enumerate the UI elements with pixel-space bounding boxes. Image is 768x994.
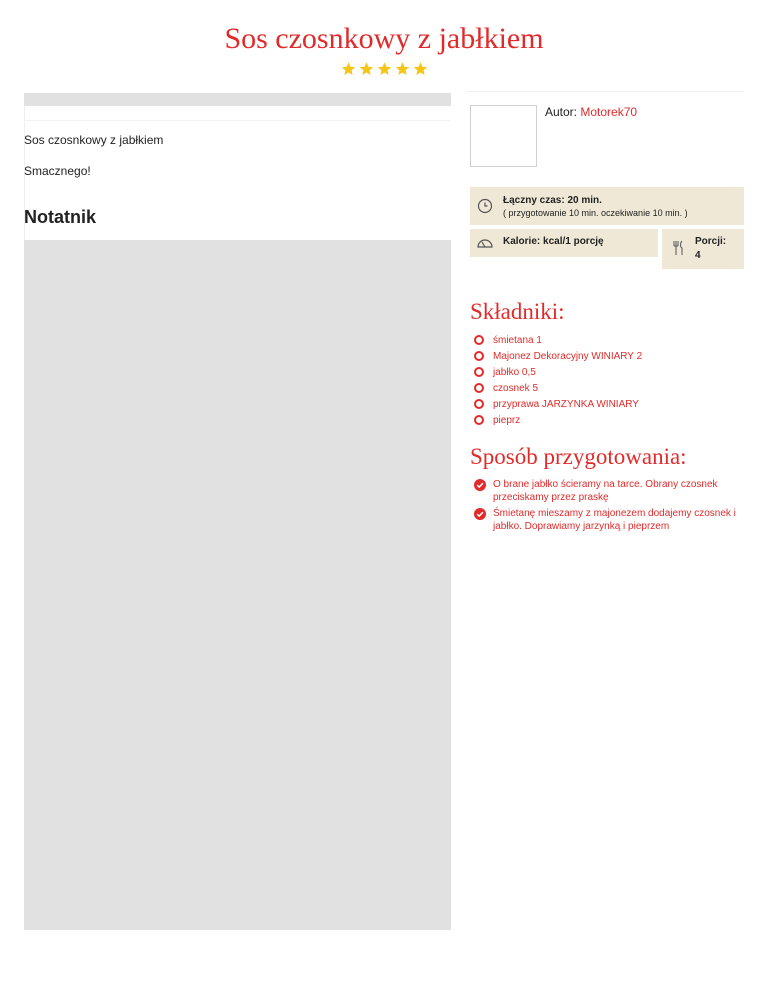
calories: Kalorie: kcal/1 porcję <box>503 236 604 247</box>
ingredient-text: jabłko 0,5 <box>493 366 536 378</box>
preparation-heading: Sposób przygotowania: <box>470 444 687 469</box>
ingredient-text: Majonez Dekoracyjny WINIARY 2 <box>493 350 643 362</box>
divider <box>466 91 744 92</box>
ingredients-heading: Składniki: <box>470 299 565 324</box>
author-link[interactable]: Motorek70 <box>580 105 638 119</box>
ingredient-text: przyprawa JARZYNKA WINIARY <box>493 398 639 410</box>
author-line <box>545 105 637 119</box>
gauge-icon <box>476 235 494 249</box>
time-details: ( przygotowanie 10 min. oczekiwanie 10 min. ) <box>503 208 688 218</box>
ingredient-text: śmietana 1 <box>493 334 542 346</box>
cutlery-icon <box>672 240 684 256</box>
author-label: Autor: <box>545 105 578 119</box>
image-placeholder-bar <box>24 93 451 106</box>
circle-bullet-icon <box>474 383 484 393</box>
author-avatar[interactable] <box>470 105 537 167</box>
ingredient-item <box>474 348 642 364</box>
ingredient-item <box>474 364 642 380</box>
notes-heading: Notatnik <box>24 207 96 227</box>
divider <box>24 120 451 121</box>
portions-value: 4 <box>695 250 701 261</box>
steps-list <box>474 478 744 536</box>
rating-stars[interactable] <box>340 61 429 77</box>
circle-bullet-icon <box>474 399 484 409</box>
step-item <box>474 478 744 504</box>
ingredient-text: czosnek 5 <box>493 382 539 394</box>
ingredient-item <box>474 412 642 428</box>
circle-bullet-icon <box>474 415 484 425</box>
total-time: Łączny czas: 20 min. <box>503 195 602 206</box>
star-icon[interactable] <box>358 61 375 77</box>
recipe-description: Sos czosnkowy z jabłkiem <box>24 133 164 147</box>
time-box <box>470 187 744 225</box>
recipe-title: Sos czosnkowy z jabłkiem <box>224 22 544 55</box>
star-icon[interactable] <box>376 61 393 77</box>
recipe-closing: Smacznego! <box>24 164 91 178</box>
star-icon[interactable] <box>340 61 357 77</box>
check-circle-icon <box>474 508 486 520</box>
step-text: O brane jabłko ścieramy na tarce. Obrany czosnek przeciskamy przez praskę <box>493 479 718 503</box>
ingredient-item <box>474 332 642 348</box>
notes-area[interactable] <box>24 240 451 930</box>
circle-bullet-icon <box>474 351 484 361</box>
ingredient-item <box>474 396 642 412</box>
step-text: Śmietanę mieszamy z majonezem dodajemy czosnek i jabłko. Doprawiamy jarzynką i pieprzem <box>493 508 736 532</box>
circle-bullet-icon <box>474 367 484 377</box>
clock-icon <box>477 198 493 214</box>
portions-label: Porcji: <box>695 236 727 247</box>
star-icon[interactable] <box>412 61 429 77</box>
ingredient-text: pieprz <box>493 414 521 426</box>
step-item <box>474 507 744 533</box>
ingredients-list <box>474 332 642 428</box>
star-icon[interactable] <box>394 61 411 77</box>
ingredient-item <box>474 380 642 396</box>
circle-bullet-icon <box>474 335 484 345</box>
check-circle-icon <box>474 479 486 491</box>
